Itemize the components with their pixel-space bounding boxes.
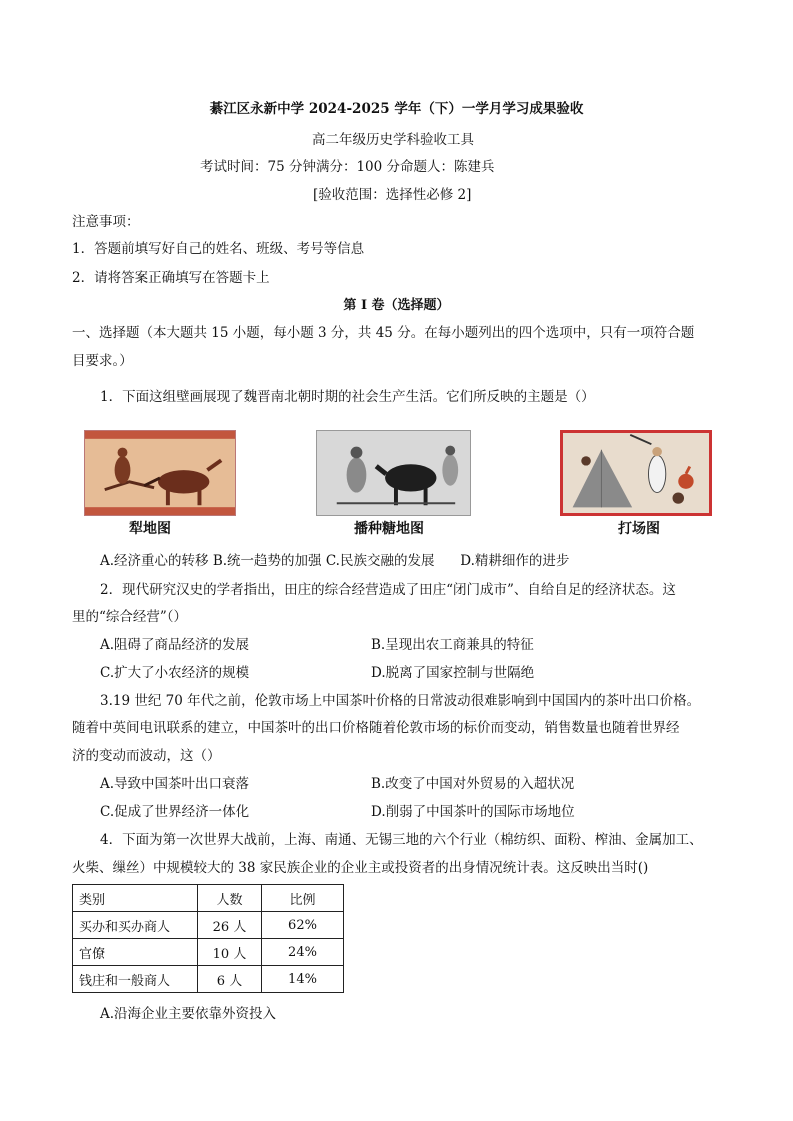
question-1-stem: 1．下面这组壁画展现了魏晋南北朝时期的社会生产生活。它们所反映的主题是（） xyxy=(100,389,595,405)
table-cell: 钱庄和一般商人 xyxy=(73,966,198,993)
table-row xyxy=(73,939,344,966)
exam-info: 考试时间：75 分钟满分：100 分命题人：陈建兵 xyxy=(200,159,495,175)
question-2-stem: 2．现代研究汉史的学者指出，田庄的综合经营造成了田庄“闭门成市”、自给自足的经济状态。这 xyxy=(100,582,676,598)
section-intro-cont: 目要求。） xyxy=(72,353,133,369)
note-item: 1．答题前填写好自己的姓名、班级、考号等信息 xyxy=(72,241,365,257)
table-cell: 62% xyxy=(262,912,344,939)
question-1-options: A.经济重心的转移 B.统一趋势的加强 C.民族交融的发展 D.精耕细作的进步 xyxy=(100,553,570,569)
question-4-stem-cont: 火柴、缫丝）中规模较大的 38 家民族企业的企业主或投资者的出身情况统计表。这反映出当时() xyxy=(72,860,649,876)
exam-scope: [验收范围：选择性必修 2] xyxy=(313,187,472,203)
table-row xyxy=(73,912,344,939)
question-3-stem: 3.19 世纪 70 年代之前，伦敦市场上中国茶叶价格的日常波动很难影响到中国国内的茶叶出口价格。 xyxy=(100,693,701,709)
table-header-cell: 比例 xyxy=(262,885,344,912)
question-2-stem-cont: 里的“综合经营”（） xyxy=(72,609,188,625)
table-header-cell: 人数 xyxy=(198,885,262,912)
mural-threshing-image xyxy=(560,430,712,516)
option-b: B.呈现出农工商兼具的特征 xyxy=(371,637,534,653)
table-cell: 14% xyxy=(262,966,344,993)
option-c: C.扩大了小农经济的规模 xyxy=(100,665,250,681)
option-d: D.削弱了中国茶叶的国际市场地位 xyxy=(371,804,575,820)
table-cell: 6 人 xyxy=(198,966,262,993)
figure-caption: 打场图 xyxy=(618,521,660,537)
table-cell: 10 人 xyxy=(198,939,262,966)
figure-caption: 犁地图 xyxy=(129,521,171,537)
table-header-cell: 类别 xyxy=(73,885,198,912)
note-item: 2．请将答案正确填写在答题卡上 xyxy=(72,270,270,286)
option-d: D.脱离了国家控制与世隔绝 xyxy=(371,665,535,681)
question-3-stem-cont: 随着中英间电讯联系的建立，中国茶叶的出口价格随着伦敦市场的标价而变动，销售数量也随着世界经 xyxy=(72,720,680,736)
option-b: B.改变了中国对外贸易的入超状况 xyxy=(371,776,575,792)
exam-title: 綦江区永新中学 2024-2025 学年（下）一学月学习成果验收 xyxy=(209,101,584,117)
table-header-row xyxy=(73,885,344,912)
table-cell: 买办和买办商人 xyxy=(73,912,198,939)
section-title: 第 I 卷（选择题） xyxy=(343,298,450,313)
table-cell: 官僚 xyxy=(73,939,198,966)
section-intro: 一、选择题（本大题共 15 小题，每小题 3 分，共 45 分。在每小题列出的四个选项中，只有一项符合题 xyxy=(72,325,695,341)
mural-sowing-harrowing-image xyxy=(316,430,471,516)
figure-caption: 播种糖地图 xyxy=(354,521,424,537)
table-cell: 24% xyxy=(262,939,344,966)
table-row xyxy=(73,966,344,993)
option-c: C.促成了世界经济一体化 xyxy=(100,804,250,820)
mural-plowing-image xyxy=(84,430,236,516)
question-4-stem: 4．下面为第一次世界大战前，上海、南通、无锡三地的六个行业（棉纺织、面粉、榨油、金属加工、 xyxy=(100,832,703,848)
exam-subtitle: 高二年级历史学科验收工具 xyxy=(312,132,474,148)
notes-heading: 注意事项： xyxy=(72,214,140,230)
option-a: A.阻碍了商品经济的发展 xyxy=(100,637,250,653)
question-3-stem-cont: 济的变动而波动，这（） xyxy=(72,748,221,764)
option-a: A.导致中国茶叶出口衰落 xyxy=(100,776,250,792)
option-a: A.沿海企业主要依靠外资投入 xyxy=(100,1006,277,1022)
origin-statistics-table xyxy=(72,884,344,993)
table-cell: 26 人 xyxy=(198,912,262,939)
